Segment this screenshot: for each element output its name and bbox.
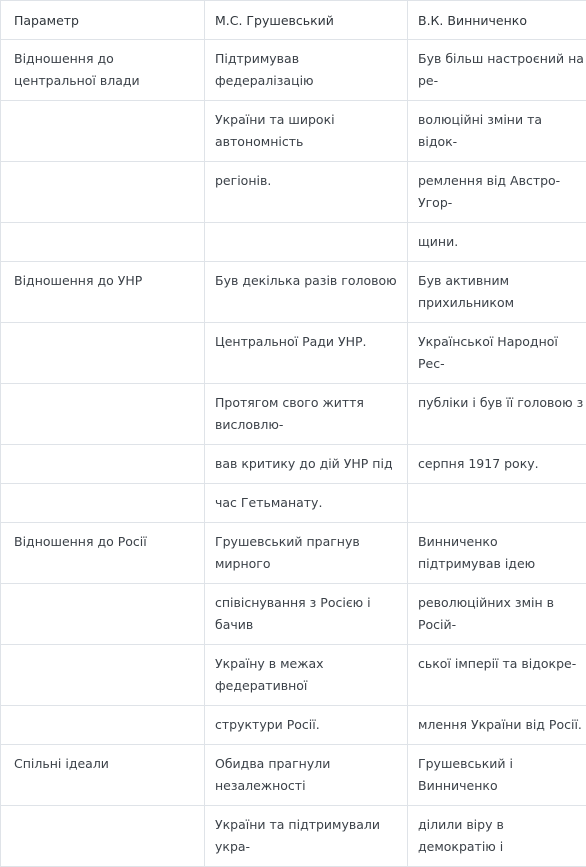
cell-parameter: Відношення до УНР bbox=[1, 262, 205, 323]
cell-hrushevsky: Грушевський прагнув мирного bbox=[205, 523, 408, 584]
cell-parameter: Спільні ідеали bbox=[1, 745, 205, 806]
cell-hrushevsky: України та широкі автономність bbox=[205, 101, 408, 162]
cell-parameter: Відношення до центральної влади bbox=[1, 40, 205, 101]
cell-vynnychenko: Винниченко підтримував ідею bbox=[408, 523, 586, 584]
cell-hrushevsky: України та підтримували укра- bbox=[205, 806, 408, 867]
cell-parameter bbox=[1, 162, 205, 223]
table-row bbox=[1, 484, 586, 523]
table-row bbox=[1, 101, 586, 162]
cell-hrushevsky: час Гетьманату. bbox=[205, 484, 408, 523]
cell-vynnychenko: революційних змін в Росій- bbox=[408, 584, 586, 645]
cell-hrushevsky: Протягом свого життя висловлю- bbox=[205, 384, 408, 445]
cell-vynnychenko: серпня 1917 року. bbox=[408, 445, 586, 484]
cell-hrushevsky: Підтримував федералізацію bbox=[205, 40, 408, 101]
cell-parameter bbox=[1, 445, 205, 484]
cell-hrushevsky: Обидва прагнули незалежності bbox=[205, 745, 408, 806]
cell-parameter bbox=[1, 484, 205, 523]
cell-vynnychenko: щини. bbox=[408, 223, 586, 262]
cell-hrushevsky: Україну в межах федеративної bbox=[205, 645, 408, 706]
cell-parameter bbox=[1, 323, 205, 384]
cell-vynnychenko: млення України від Росії. bbox=[408, 706, 586, 745]
cell-parameter: Відношення до Росії bbox=[1, 523, 205, 584]
cell-parameter bbox=[1, 706, 205, 745]
cell-parameter bbox=[1, 584, 205, 645]
column-header-vynnychenko: В.К. Винниченко bbox=[408, 1, 586, 40]
cell-vynnychenko bbox=[408, 484, 586, 523]
table-row bbox=[1, 645, 586, 706]
table-row bbox=[1, 40, 586, 101]
cell-parameter bbox=[1, 806, 205, 867]
table-header-row bbox=[1, 1, 586, 40]
cell-vynnychenko: ської імперії та відокре- bbox=[408, 645, 586, 706]
table-row bbox=[1, 523, 586, 584]
cell-vynnychenko: публіки і був її головою з bbox=[408, 384, 586, 445]
cell-vynnychenko: Української Народної Рес- bbox=[408, 323, 586, 384]
cell-vynnychenko: ремлення від Австро-Угор- bbox=[408, 162, 586, 223]
table-row bbox=[1, 584, 586, 645]
cell-hrushevsky: Був декілька разів головою bbox=[205, 262, 408, 323]
table-row bbox=[1, 262, 586, 323]
table-row bbox=[1, 806, 586, 867]
column-header-hrushevsky: М.С. Грушевський bbox=[205, 1, 408, 40]
table-row bbox=[1, 384, 586, 445]
cell-vynnychenko: Грушевський і Винниченко bbox=[408, 745, 586, 806]
cell-parameter bbox=[1, 223, 205, 262]
table-row bbox=[1, 706, 586, 745]
cell-hrushevsky: регіонів. bbox=[205, 162, 408, 223]
cell-parameter bbox=[1, 645, 205, 706]
column-header-parameter: Параметр bbox=[1, 1, 205, 40]
cell-hrushevsky: структури Росії. bbox=[205, 706, 408, 745]
table-row bbox=[1, 162, 586, 223]
cell-hrushevsky bbox=[205, 223, 408, 262]
cell-hrushevsky: співіснування з Росією і бачив bbox=[205, 584, 408, 645]
table-row bbox=[1, 223, 586, 262]
cell-hrushevsky: вав критику до дій УНР під bbox=[205, 445, 408, 484]
cell-hrushevsky: Центральної Ради УНР. bbox=[205, 323, 408, 384]
cell-parameter bbox=[1, 101, 205, 162]
cell-vynnychenko: Був активним прихильником bbox=[408, 262, 586, 323]
table-row bbox=[1, 323, 586, 384]
cell-parameter bbox=[1, 384, 205, 445]
cell-vynnychenko: ділили віру в демократію і bbox=[408, 806, 586, 867]
cell-vynnychenko: волюційні зміни та відок- bbox=[408, 101, 586, 162]
table-row bbox=[1, 745, 586, 806]
table-row bbox=[1, 445, 586, 484]
cell-vynnychenko: Був більш настроєний на ре- bbox=[408, 40, 586, 101]
